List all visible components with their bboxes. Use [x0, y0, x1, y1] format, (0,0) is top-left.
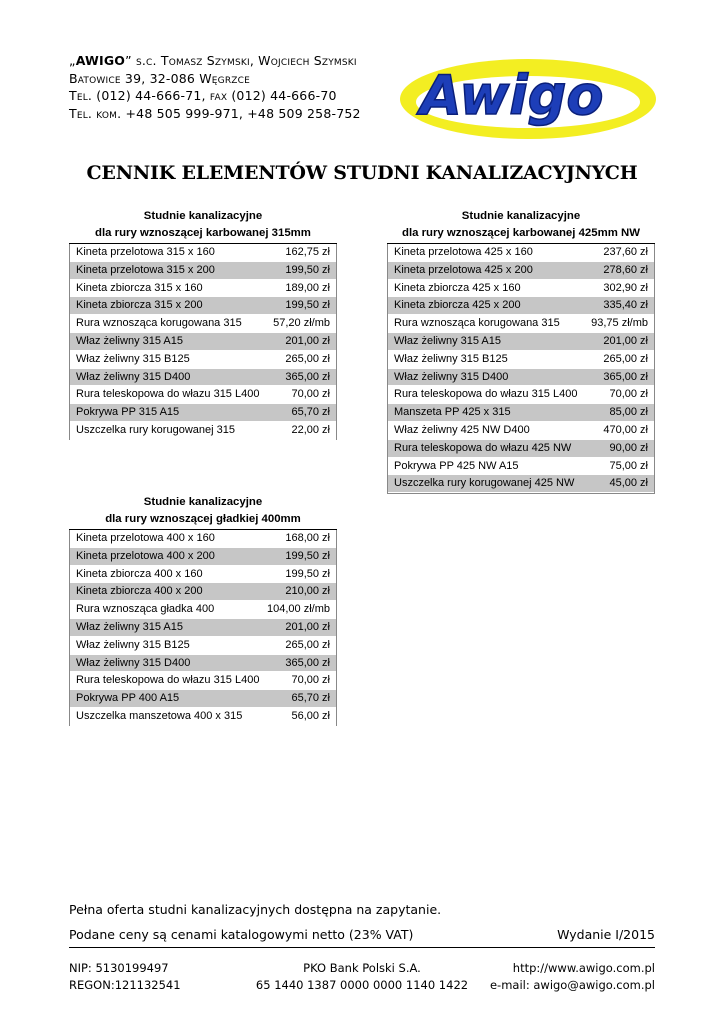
item-name: Pokrywa PP 425 NW A15	[394, 459, 519, 472]
footer-email-link[interactable]: e-mail: awigo@awigo.com.pl	[489, 978, 655, 992]
item-price: 199,50 zł	[285, 263, 330, 276]
item-price: 265,00 zł	[285, 638, 330, 651]
item-name: Rura teleskopowa do włazu 315 L400	[76, 388, 260, 401]
table-row	[70, 566, 336, 584]
price-table-425	[387, 208, 655, 494]
item-name: Kineta przelotowa 315 x 200	[76, 263, 215, 276]
company-phone: Tel. (012) 44-666-71, fax (012) 44-666-70	[69, 88, 337, 103]
table-row	[70, 601, 336, 619]
table-row	[388, 422, 654, 440]
table-row	[70, 637, 336, 655]
item-name: Właz żeliwny 315 D400	[394, 370, 509, 383]
table-row	[70, 386, 336, 404]
item-price: 199,50 zł	[285, 299, 330, 312]
table-row	[70, 708, 336, 726]
item-name: Pokrywa PP 315 A15	[76, 406, 180, 419]
item-name: Kineta zbiorcza 315 x 160	[76, 281, 203, 294]
item-price: 365,00 zł	[285, 656, 330, 669]
footer-contact	[490, 960, 655, 994]
table-row	[388, 262, 654, 280]
page-title: CENNIK ELEMENTÓW STUDNI KANALIZACYJNYCH	[86, 162, 638, 184]
price-table-315	[69, 208, 337, 440]
item-name: Kineta zbiorcza 425 x 200	[394, 299, 521, 312]
item-price: 201,00 zł	[603, 334, 648, 347]
edition-label: Wydanie I/2015	[557, 927, 655, 942]
item-price: 302,90 zł	[603, 281, 648, 294]
table-row	[70, 672, 336, 690]
table-row	[70, 422, 336, 440]
item-name: Uszczelka manszetowa 400 x 315	[76, 709, 243, 722]
table-row	[388, 333, 654, 351]
item-price: 70,00 zł	[609, 388, 648, 401]
footer-divider	[69, 947, 655, 948]
item-price: 22,00 zł	[291, 423, 330, 436]
company-address: Batowice 39, 32-086 Węgrzce	[69, 70, 251, 86]
item-price: 335,40 zł	[603, 299, 648, 312]
item-price: 65,70 zł	[291, 692, 330, 705]
item-price: 201,00 zł	[285, 620, 330, 633]
logo-letters	[416, 64, 604, 127]
table-row	[70, 369, 336, 387]
item-price: 75,00 zł	[609, 459, 648, 472]
table-row	[388, 244, 654, 262]
awigo-logo	[378, 44, 660, 144]
table-row	[388, 369, 654, 387]
item-price: 210,00 zł	[285, 585, 330, 598]
table-row	[70, 619, 336, 637]
item-name: Kineta przelotowa 425 x 200	[394, 263, 533, 276]
item-price: 189,00 zł	[285, 281, 330, 294]
table-heading-line1: Studnie kanalizacyjne	[143, 210, 263, 222]
table-row	[70, 280, 336, 298]
item-price: 85,00 zł	[609, 406, 648, 419]
offer-note: Pełna oferta studni kanalizacyjnych dostępna na zapytanie.	[69, 902, 442, 917]
table-rows	[387, 244, 655, 494]
item-name: Rura wznosząca gładka 400	[76, 603, 215, 616]
table-row	[70, 262, 336, 280]
table-heading-line1: Studnie kanalizacyjne	[143, 496, 263, 508]
table-row	[70, 351, 336, 369]
table-heading-line2: dla rury wznoszącej karbowanej 425mm NW	[387, 225, 655, 244]
item-name: Kineta zbiorcza 400 x 200	[76, 585, 203, 598]
item-price: 265,00 zł	[285, 352, 330, 365]
item-name: Uszczelka rury korugowanej 315	[76, 423, 235, 436]
table-row	[388, 404, 654, 422]
footer-regon: REGON:121132541	[69, 978, 181, 992]
item-name: Pokrywa PP 400 A15	[76, 692, 180, 705]
table-row	[70, 548, 336, 566]
item-price: 90,00 zł	[609, 441, 648, 454]
table-row	[70, 530, 336, 548]
table-row	[70, 315, 336, 333]
table-row	[70, 244, 336, 262]
item-price: 70,00 zł	[291, 674, 330, 687]
table-row	[70, 583, 336, 601]
item-name: Właz żeliwny 315 D400	[76, 656, 191, 669]
logo-wordmark: Awigo	[420, 64, 604, 127]
item-name: Właz żeliwny 315 B125	[394, 352, 508, 365]
item-name: Kineta przelotowa 400 x 160	[76, 532, 215, 544]
table-row	[388, 458, 654, 476]
table-heading-line2: dla rury wznoszącej gładkiej 400mm	[69, 511, 337, 530]
table-heading-line1: Studnie kanalizacyjne	[461, 210, 581, 222]
table-row	[388, 386, 654, 404]
footer-website-link[interactable]: http://www.awigo.com.pl	[512, 961, 655, 975]
item-name: Rura teleskopowa do włazu 425 NW	[394, 441, 572, 454]
item-price: 65,70 zł	[291, 406, 330, 419]
table-row	[388, 351, 654, 369]
table-row	[388, 297, 654, 315]
table-row	[388, 315, 654, 333]
item-name: Właz żeliwny 425 NW D400	[394, 423, 530, 436]
item-price: 93,75 zł/mb	[591, 317, 648, 330]
price-table-400	[69, 494, 337, 726]
company-name-line	[69, 52, 361, 70]
table-row	[388, 475, 654, 493]
item-name: Właz żeliwny 315 A15	[76, 620, 183, 633]
item-price: 56,00 zł	[291, 709, 330, 722]
table-row	[70, 297, 336, 315]
footer-bank-name: PKO Bank Polski S.A.	[303, 961, 421, 975]
item-name: Kineta przelotowa 425 x 160	[394, 246, 533, 258]
item-name: Rura wznosząca korugowana 315	[76, 317, 242, 330]
table-row	[388, 280, 654, 298]
item-name: Właz żeliwny 315 A15	[394, 334, 501, 347]
table-heading	[69, 494, 337, 530]
item-price: 365,00 zł	[285, 370, 330, 383]
table-row	[388, 440, 654, 458]
item-name: Uszczelka rury korugowanej 425 NW	[394, 477, 575, 490]
item-price: 237,60 zł	[603, 246, 648, 258]
table-heading	[69, 208, 337, 244]
item-price: 470,00 zł	[603, 423, 648, 436]
company-owners: ” s.c. Tomasz Szymski, Wojciech Szymski	[125, 53, 357, 68]
item-name: Rura wznosząca korugowana 315	[394, 317, 560, 330]
item-price: 365,00 zł	[603, 370, 648, 383]
item-name: Rura teleskopowa do włazu 315 L400	[394, 388, 578, 401]
item-price: 168,00 zł	[285, 532, 330, 544]
item-name: Kineta zbiorcza 425 x 160	[394, 281, 521, 294]
item-price: 162,75 zł	[285, 246, 330, 258]
item-price: 201,00 zł	[285, 334, 330, 347]
item-price: 70,00 zł	[291, 388, 330, 401]
item-price: 199,50 zł	[285, 549, 330, 562]
table-heading	[387, 208, 655, 244]
item-price: 57,20 zł/mb	[273, 317, 330, 330]
item-name: Właz żeliwny 315 A15	[76, 334, 183, 347]
footer-nip: NIP: 5130199497	[69, 961, 169, 975]
item-price: 265,00 zł	[603, 352, 648, 365]
table-row	[70, 690, 336, 708]
item-name: Kineta zbiorcza 315 x 200	[76, 299, 203, 312]
company-name: AWIGO	[75, 53, 126, 68]
item-name: Manszeta PP 425 x 315	[394, 406, 511, 419]
item-price: 199,50 zł	[285, 567, 330, 580]
item-name: Kineta przelotowa 315 x 160	[76, 246, 215, 258]
item-price: 45,00 zł	[609, 477, 648, 490]
table-rows	[69, 530, 337, 726]
table-row	[70, 655, 336, 673]
item-name: Właz żeliwny 315 B125	[76, 638, 190, 651]
table-heading-line2: dla rury wznoszącej karbowanej 315mm	[69, 225, 337, 244]
company-info	[69, 52, 361, 122]
item-name: Właz żeliwny 315 D400	[76, 370, 191, 383]
item-price: 104,00 zł/mb	[267, 603, 330, 616]
item-name: Właz żeliwny 315 B125	[76, 352, 190, 365]
table-row	[70, 404, 336, 422]
item-name: Kineta zbiorcza 400 x 160	[76, 567, 203, 580]
item-name: Rura teleskopowa do włazu 315 L400	[76, 674, 260, 687]
table-rows	[69, 244, 337, 440]
item-name: Kineta przelotowa 400 x 200	[76, 549, 215, 562]
item-price: 278,60 zł	[603, 263, 648, 276]
company-mobile: Tel. kom. +48 505 999-971, +48 509 258-752	[69, 105, 361, 121]
table-row	[70, 333, 336, 351]
prices-note: Podane ceny są cenami katalogowymi netto (23% VAT)	[69, 927, 414, 942]
quote-open: „	[69, 53, 76, 68]
footer-bank-account: 65 1440 1387 0000 0000 1140 1422	[255, 978, 469, 992]
